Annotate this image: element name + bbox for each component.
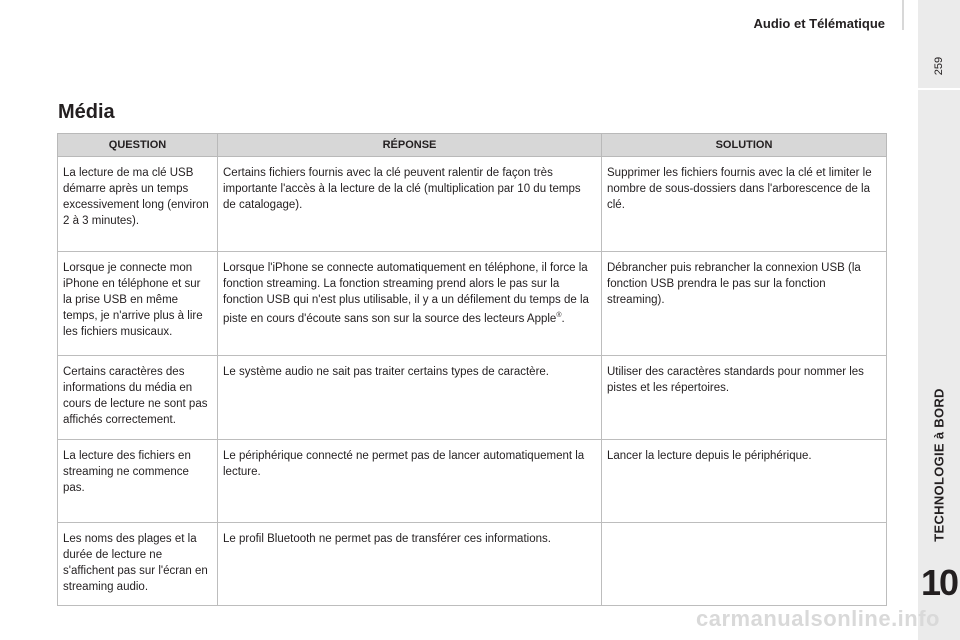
question-cell: La lecture des fichiers en streaming ne commence pas.: [58, 440, 218, 523]
header-divider: [902, 0, 904, 30]
column-header-solution: SOLUTION: [602, 134, 887, 157]
answer-end: .: [561, 312, 565, 325]
answer-cell: Certains fichiers fournis avec la clé peuvent ralentir de façon très importante l'accès à la lecture de la clé (multiplication par 10 du temps de catalogage).: [218, 157, 602, 252]
solution-cell: Débrancher puis rebrancher la connexion USB (la fonction USB prendra le pas sur la fonction streaming).: [602, 252, 887, 356]
running-header-title: Audio et Télématique: [753, 16, 885, 31]
page-number: 259: [933, 56, 945, 76]
column-header-question: QUESTION: [58, 134, 218, 157]
section-title: Média: [58, 101, 115, 123]
question-cell: Certains caractères des informations du média en cours de lecture ne sont pas affichés correctement.: [58, 356, 218, 440]
answer-text: Lorsque l'iPhone se connecte automatiquement en téléphone, il force la fonction streaming. La fonction streaming prend alors le pas sur la fonction USB qui n'est plus utilisable, il y a un défilement du temps de la piste en cours d'écoute sans son sur la source des lecteurs Apple: [223, 262, 589, 325]
question-cell: Les noms des plages et la durée de lecture ne s'affichent pas sur l'écran en streaming audio.: [58, 523, 218, 606]
table-row: [58, 252, 887, 356]
chapter-label: TECHNOLOGIE à BORD: [931, 388, 947, 542]
solution-cell: Lancer la lecture depuis le périphérique.: [602, 440, 887, 523]
table-row: [58, 356, 887, 440]
watermark: carmanualsonline.info: [696, 606, 940, 631]
table-header-row: [58, 134, 887, 157]
solution-cell: [602, 523, 887, 606]
column-header-answer: RÉPONSE: [218, 134, 602, 157]
answer-cell: [218, 252, 602, 356]
chapter-number: 10: [920, 562, 958, 603]
sidebar-divider: [918, 88, 960, 90]
table-row: [58, 440, 887, 523]
solution-cell: Supprimer les fichiers fournis avec la clé et limiter le nombre de sous-dossiers dans l'arborescence de la clé.: [602, 157, 887, 252]
answer-cell: Le périphérique connecté ne permet pas de lancer automatiquement la lecture.: [218, 440, 602, 523]
answer-cell: Le profil Bluetooth ne permet pas de transférer ces informations.: [218, 523, 602, 606]
answer-cell: Le système audio ne sait pas traiter certains types de caractère.: [218, 356, 602, 440]
registered-mark: ®: [556, 312, 562, 319]
question-cell: Lorsque je connecte mon iPhone en téléphone et sur la prise USB en même temps, je n'arrive plus à lire les fichiers musicaux.: [58, 252, 218, 356]
table-row: [58, 157, 887, 252]
table-row: [58, 523, 887, 606]
question-cell: La lecture de ma clé USB démarre après un temps excessivement long (environ 2 à 3 minutes).: [58, 157, 218, 252]
faq-table: [57, 133, 887, 606]
solution-cell: Utiliser des caractères standards pour nommer les pistes et les répertoires.: [602, 356, 887, 440]
